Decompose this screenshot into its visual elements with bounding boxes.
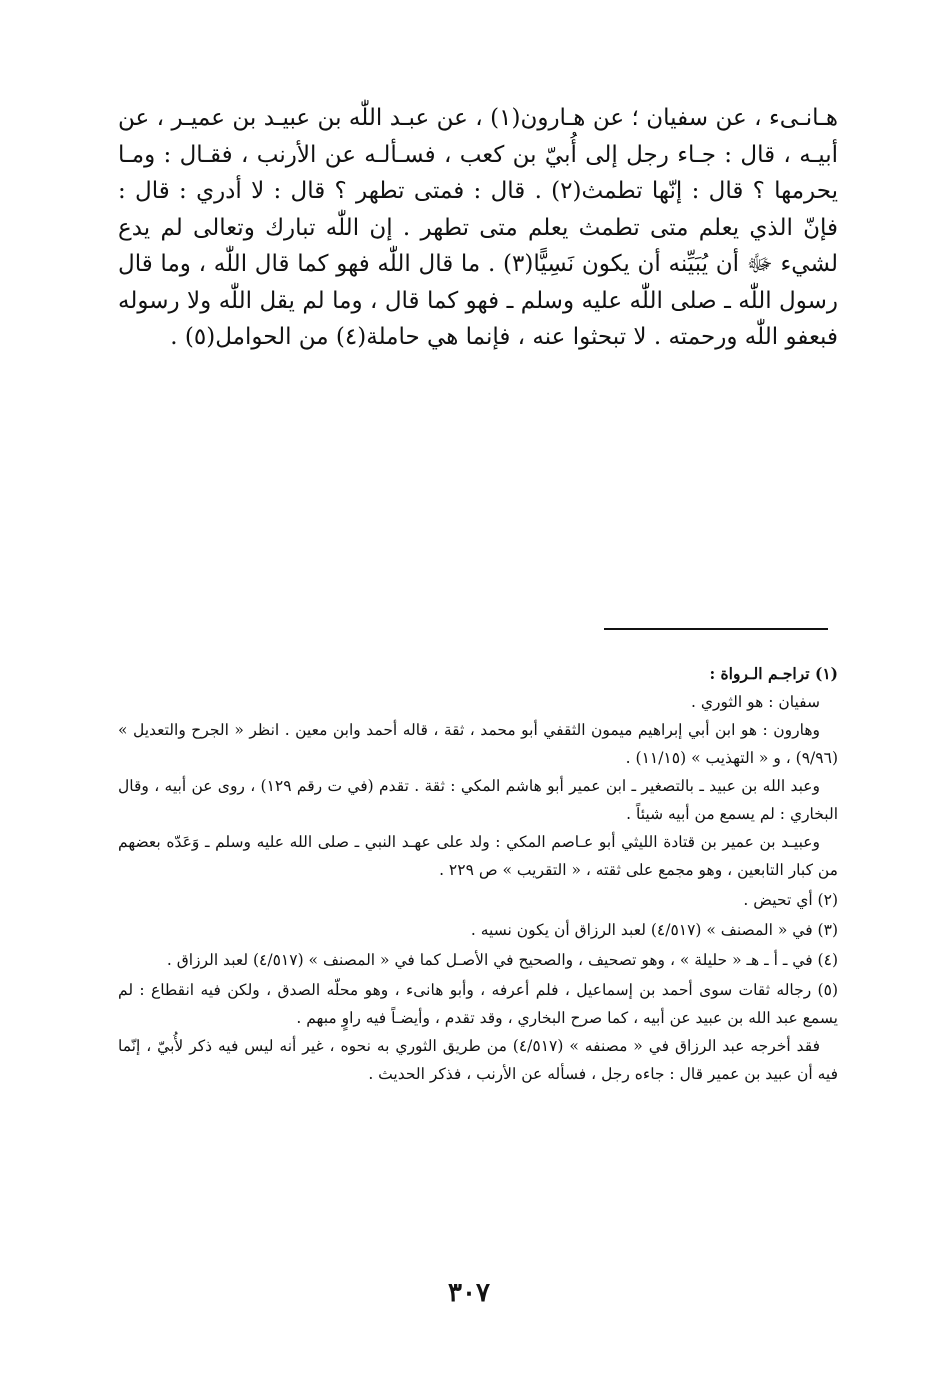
footnote-1-line: وعبيـد بن عمير بن قتادة الليثي أبو عـاصم المكي : ولد على عهـد النبي ـ صلى الله عليه وسلم ـ وَعَدّه بعضهم من كبار التابعين ، وهو مجمع على ثقته ، « التقريب » ص ٢٢٩ . bbox=[118, 833, 838, 879]
footnotes bbox=[118, 660, 838, 1090]
page-number: ٣٠٧ bbox=[448, 1278, 490, 1308]
footnote-separator bbox=[604, 628, 828, 630]
footnote-1-line: سفيان : هو الثوري . bbox=[691, 693, 820, 711]
body-paragraph: هـانـىء ، عن سفيان ؛ عن هـارون(١) ، عن عبـد اللّٰه بن عبيـد بن عميـر ، عن أبيـه ، قال : جـاء رجل إلى أُبيّ بن كعب ، فسـألـه عن الأرنب ، فقـال : ومـا يحرمها ؟ قال : إنّها تطمث(٢) . قال : فمتى تطهر ؟ قال : لا أدري : قال : فإنّ الذي يعلم متى تطمث يعلم متى تطهر . إن اللّٰه تبارك وتعالى لم يدع لشيء ﷻ أن يُبَيِّنه أن يكون نَسِيًّا(٣) . ما قال اللّٰه فهو كما قال اللّٰه ، وما قال رسول اللّٰه ـ صلى اللّٰه عليه وسلم ـ فهو كما قال ، وما لم يقل اللّٰه ولا رسوله فبعفو اللّٰه ورحمته . لا تبحثوا عنه ، فإنما هي حاملة(٤) من الحوامل(٥) . bbox=[118, 105, 838, 350]
footnote-1-heading: (١) تراجـم الـرواة : bbox=[709, 664, 838, 683]
main-text bbox=[118, 100, 838, 356]
footnote-2: (٢) أي تحيض . bbox=[743, 891, 838, 909]
footnote-1 bbox=[118, 660, 838, 884]
footnote-3: (٣) في « المصنف » (٤/٥١٧) لعبد الرزاق أن يكون نسيه . bbox=[470, 921, 838, 939]
footnote-1-line: وعبد الله بن عبيد ـ بالتصغير ـ ابن عمير أبو هاشم المكي : ثقة . تقدم (في ت رقم ١٢٩) ، روى عن أبيه ، وقال البخاري : لم يسمع من أبيه شيئاً . bbox=[118, 777, 838, 823]
footnote-1-line: وهارون : هو ابن أبي إبراهيم ميمون الثقفي أبو محمد ، ثقة ، قاله أحمد وابن معين . انظر « الجرح والتعديل » (٩/٩٦) ، و « التهذيب » (١١/١٥) . bbox=[118, 721, 838, 767]
footnote-5-text: (٥) رجاله ثقات سوى أحمد بن إسماعيل ، فلم أعرفه ، وأبو هانىء ، وهو محلّه الصدق ، ولكن فيه انقطاع : لم يسمع عبد الله بن عبيد عن أبيه ، كما صرح البخاري ، وقد تقدم ، وأيضـاً فيه راوٍ مبهم . bbox=[118, 981, 838, 1027]
footnote-5-extra: فقد أخرجه عبد الرزاق في « مصنفه » (٤/٥١٧) من طريق الثوري به نحوه ، غير أنه ليس فيه ذكر لأُبيّ ، إنّما فيه أن عبيد بن عمير قال : جاءه رجل ، فسأله عن الأرنب ، فذكر الحديث . bbox=[118, 1037, 838, 1083]
footnote-5 bbox=[118, 976, 838, 1088]
footnote-4: (٤) في ـ أ ـ هـ « حليلة » ، وهو تصحيف ، والصحيح في الأصـل كما في « المصنف » (٤/٥١٧) لعبد الرزاق . bbox=[166, 951, 838, 969]
